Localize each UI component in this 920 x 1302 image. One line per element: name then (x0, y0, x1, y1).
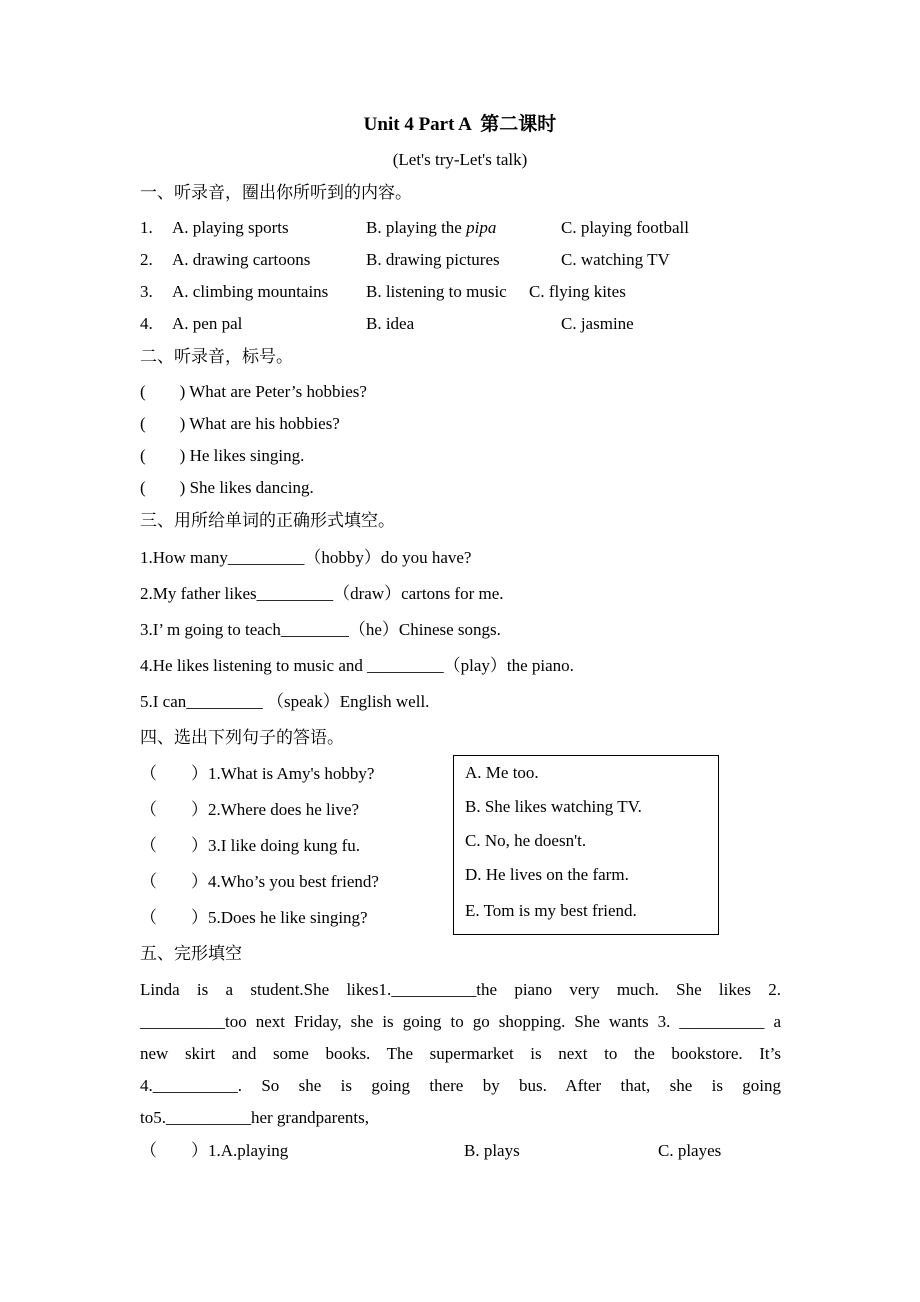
section3-item: 5.I can_________ （speak）English well. (140, 692, 430, 711)
section5-heading: 五、完形填空 (140, 944, 242, 963)
option-a: A. pen pal (172, 314, 243, 333)
answer-option: A. Me too. (465, 763, 539, 782)
section3-item: 4.He likes listening to music and _________（play）the piano. (140, 656, 574, 675)
answer-option: E. Tom is my best friend. (465, 901, 637, 920)
answer-option: C. No, he doesn't. (465, 831, 587, 850)
option-c: C. jasmine (561, 314, 634, 333)
section4-question: （ ）4.Who’s you best friend? (140, 872, 379, 891)
page-title: Unit 4 Part A 第二课时 (363, 114, 557, 135)
section3-item: 2.My father likes_________（draw）cartons for me. (140, 584, 504, 603)
row-number: 2. (140, 250, 153, 269)
option-a: A. climbing mountains (172, 282, 329, 301)
section2-item: ( ) He likes singing. (140, 446, 305, 465)
row-number: 3. (140, 282, 153, 301)
option-b-text: B. idea (366, 314, 415, 333)
option-b (366, 314, 414, 334)
option-c: C. watching TV (561, 250, 670, 269)
section2-item: ( ) She likes dancing. (140, 478, 314, 497)
option-question: （ ）1.A.playing (140, 1141, 289, 1160)
section2-item: ( ) What are Peter’s hobbies? (140, 382, 367, 401)
option-c: C. playes (658, 1141, 722, 1160)
section4-question: （ ）1.What is Amy's hobby? (140, 764, 375, 783)
passage-line: Linda is a student.She likes1.__________the piano very much. She likes 2. (140, 980, 781, 999)
section4-question: （ ）5.Does he like singing? (140, 908, 368, 927)
option-b-italic: pipa (466, 218, 497, 237)
option-b-text: B. drawing pictures (366, 250, 500, 269)
passage-line: __________too next Friday, she is going to go shopping. She wants 3. __________ a (140, 1012, 781, 1031)
option-b: B. plays (464, 1141, 520, 1160)
option-b-text: B. playing the (366, 218, 467, 237)
row-number: 4. (140, 314, 153, 333)
section2-item: ( ) What are his hobbies? (140, 414, 340, 433)
option-c: C. flying kites (529, 282, 626, 301)
option-b (366, 282, 507, 302)
section3-item: 1.How many_________（hobby）do you have? (140, 548, 472, 567)
option-a: A. drawing cartoons (172, 250, 311, 269)
passage-line: to5.__________her grandparents, (140, 1108, 369, 1127)
row-number: 1. (140, 218, 153, 237)
section1-heading: 一、听录音，圈出你所听到的内容。 (140, 183, 412, 202)
section4-heading: 四、选出下列句子的答语。 (140, 728, 344, 747)
section4-question: （ ）2.Where does he live? (140, 800, 360, 819)
answer-option: D. He lives on the farm. (465, 865, 629, 884)
option-a: A. playing sports (172, 218, 289, 237)
answer-option: B. She likes watching TV. (465, 797, 642, 816)
option-b (366, 218, 496, 238)
option-c: C. playing football (561, 218, 689, 237)
section3-item: 3.I’ m going to teach________（he）Chinese songs. (140, 620, 501, 639)
section4-question: （ ）3.I like doing kung fu. (140, 836, 361, 855)
section3-heading: 三、用所给单词的正确形式填空。 (140, 511, 395, 530)
passage-line: new skirt and some books. The supermarket is next to the bookstore. It’s (140, 1044, 781, 1063)
page-subtitle: (Let's try-Let's talk) (392, 150, 528, 169)
passage-line: 4.__________. So she is going there by bus. After that, she is going (140, 1076, 781, 1095)
option-b (366, 250, 500, 270)
option-b-text: B. listening to music (366, 282, 507, 301)
section2-heading: 二、听录音，标号。 (140, 347, 293, 366)
